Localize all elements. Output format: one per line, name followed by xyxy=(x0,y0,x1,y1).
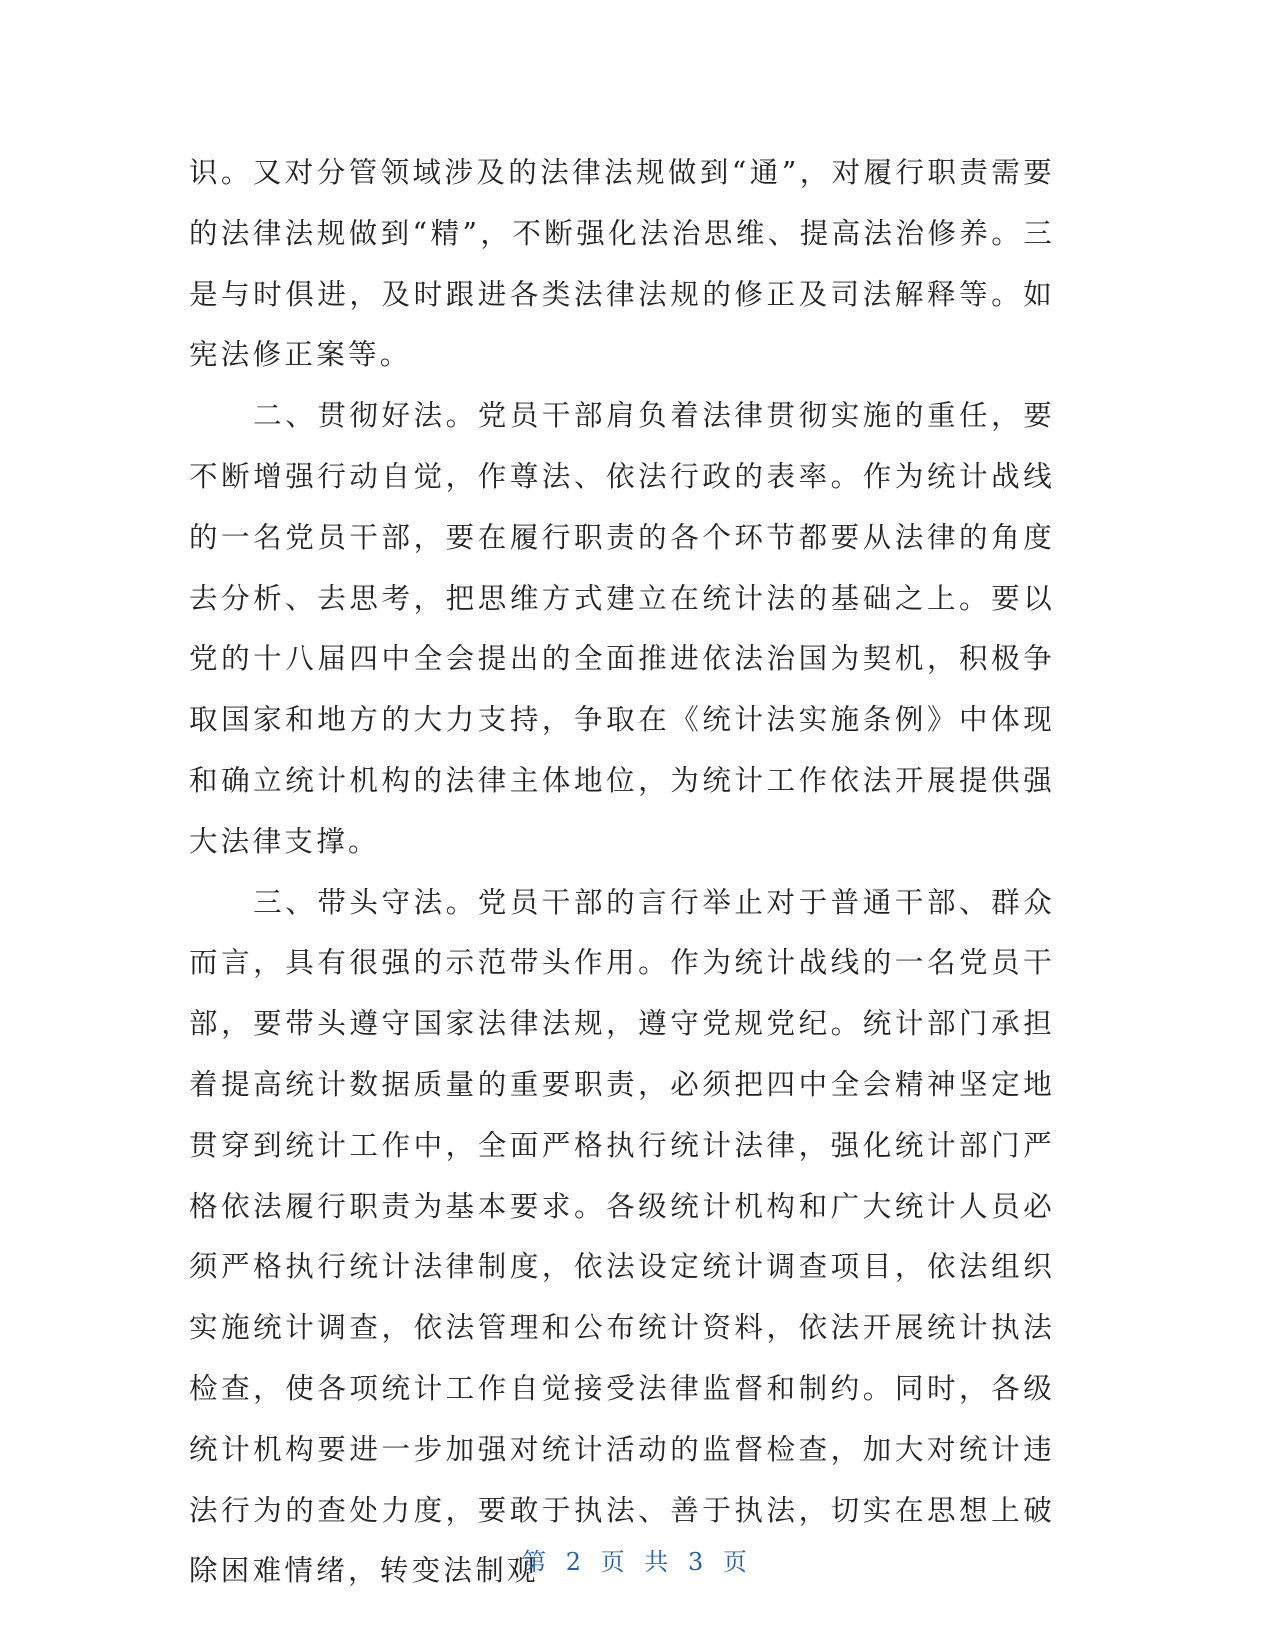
paragraph-section-two: 二、贯彻好法。党员干部肩负着法律贯彻实施的重任，要不断增强行动自觉，作尊法、依法行政的表率。作为统计战线的一名党员干部，要在履行职责的各个环节都要从法律的角度去分析、去思考，把思维方式建立在统计法的基础之上。要以党的十八届四中全会提出的全面推进依法治国为契机，积极争取国家和地方的大力支持，争取在《统计法实施条例》中体现和确立统计机构的法律主体地位，为统计工作依法开展提供强大法律支撑。 xyxy=(189,399,1055,858)
paragraph-continuation: 识。又对分管领域涉及的法律法规做到“通”，对履行职责需要的法律法规做到“精”，不断强化法治思维、提高法治修养。三是与时俱进，及时跟进各类法律法规的修正及司法解释等。如宪法修正案等。 xyxy=(189,156,1055,372)
paragraph-section-three: 三、带头守法。党员干部的言行举止对于普通干部、群众而言，具有很强的示范带头作用。作为统计战线的一名党员干部，要带头遵守国家法律法规，遵守党规党纪。统计部门承担着提高统计数据质量的重要职责，必须把四中全会精神坚定地贯穿到统计工作中，全面严格执行统计法律，强化统计部门严格依法履行职责为基本要求。各级统计机构和广大统计人员必须严格执行统计法律制度，依法设定统计调查项目，依法组织实施统计调查，依法管理和公布统计资料，依法开展统计执法检查，使各项统计工作自觉接受法律监督和制约。同时，各级统计机构要进一步加强对统计活动的监督检查，加大对统计违法行为的查处力度，要敢于执法、善于执法，切实在思想上破除困难情绪，转变法制观 xyxy=(189,885,1055,1588)
document-body xyxy=(189,143,1055,1602)
page-number-footer: 第 2 页 共 3 页 xyxy=(522,1548,753,1576)
